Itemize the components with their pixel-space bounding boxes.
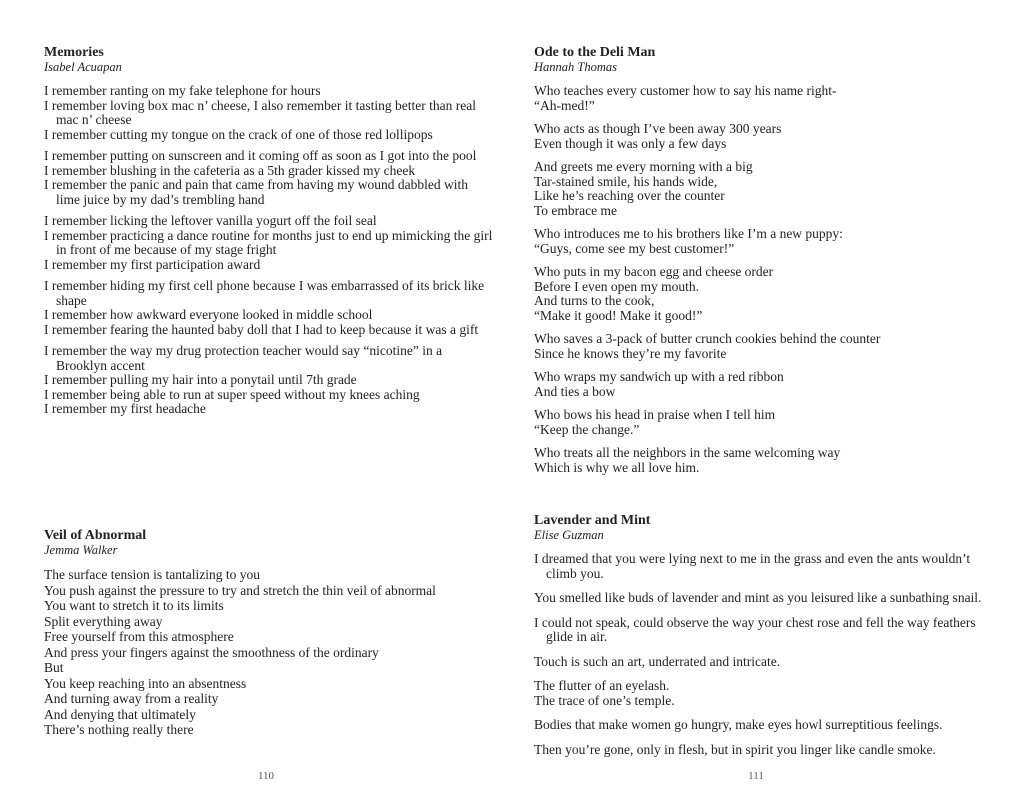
- stanza: [44, 279, 494, 337]
- poem-author: Isabel Acuapan: [44, 60, 122, 74]
- stanza: [534, 370, 984, 399]
- poem-line: I remember licking the leftover vanilla yogurt off the foil seal: [44, 213, 377, 228]
- poem-line: Even though it was only a few days: [534, 135, 727, 151]
- page-number: 110: [257, 770, 275, 782]
- stanza: [534, 743, 989, 758]
- poem-line: You push against the pressure to try and stretch the thin veil of abnormal: [44, 582, 436, 598]
- poem-line: Tar-stained smile, his hands wide,: [534, 173, 718, 189]
- poem-line: I remember my first headache: [44, 401, 206, 416]
- poem-line: Before I even open my mouth.: [534, 278, 699, 294]
- stanza: [534, 160, 984, 218]
- poem-body: [44, 84, 494, 417]
- poem-author: Jemma Walker: [44, 543, 118, 557]
- stanza: [44, 84, 494, 142]
- stanza: [534, 718, 989, 733]
- poem-line: The flutter of an eyelash.: [534, 678, 670, 693]
- page-number: 111: [748, 770, 764, 782]
- poem-line: I remember blushing in the cafeteria as a 5th grader kissed my cheek: [44, 162, 416, 178]
- poem-line: Free yourself from this atmosphere: [44, 629, 234, 644]
- poem-line: Who teaches every customer how to say his name right-: [534, 83, 837, 98]
- stanza: [534, 679, 989, 708]
- poem-line: I remember cutting my tongue on the crack of one of those red lollipops: [44, 126, 433, 142]
- stanza: [534, 591, 989, 606]
- poem-line: Which is why we all love him.: [534, 459, 700, 475]
- poem-line: Who saves a 3-pack of butter crunch cookies behind the counter: [534, 331, 881, 346]
- stanza: [44, 567, 494, 738]
- poem-line: The trace of one’s temple.: [534, 692, 675, 708]
- poem-line: Split everything away: [44, 613, 163, 629]
- poem-line: I remember fearing the haunted baby doll that I had to keep because it was a gift: [44, 321, 479, 337]
- poem-line: And turning away from a reality: [44, 691, 219, 706]
- poem-line: I remember ranting on my fake telephone for hours: [44, 83, 321, 98]
- poem-line: You want to stretch it to its limits: [44, 598, 224, 613]
- poem-line: Who treats all the neighbors in the same welcoming way: [534, 445, 841, 460]
- poem-line: I remember practicing a dance routine for months just to end up mimicking the girl in front of me because of my stage fright: [44, 227, 493, 257]
- poem-title: Veil of Abnormal: [44, 528, 147, 543]
- poem-line: Who acts as though I’ve been away 300 years: [534, 121, 782, 136]
- stanza: [534, 655, 989, 670]
- poem-line: Touch is such an art, underrated and intricate.: [534, 653, 781, 669]
- stanza: [534, 227, 984, 256]
- poem-line: I remember hiding my first cell phone because I was embarrassed of its brick like shape: [44, 278, 485, 308]
- poem-line: The surface tension is tantalizing to you: [44, 567, 260, 582]
- poem-line: And turns to the cook,: [534, 293, 655, 308]
- poem-line: Who bows his head in praise when I tell him: [534, 407, 776, 422]
- poem-line: “Make it good! Make it good!”: [534, 307, 703, 323]
- poem-line: I remember loving box mac n’ cheese, I also remember it tasting better than real mac n’ cheese: [44, 97, 476, 127]
- poem-line: And denying that ultimately: [44, 706, 196, 722]
- poem-line: I remember putting on sunscreen and it coming off as soon as I got into the pool: [44, 148, 477, 163]
- poem-line: Who wraps my sandwich up with a red ribbon: [534, 369, 784, 384]
- poem-memories: [44, 45, 494, 424]
- poem-title: Memories: [44, 45, 104, 60]
- poem-line: Since he knows they’re my favorite: [534, 345, 727, 361]
- poem-line: “Guys, come see my best customer!”: [534, 240, 735, 256]
- poem-ode-to-the-deli-man: [534, 45, 984, 484]
- stanza: [534, 332, 984, 361]
- stanza: [44, 149, 494, 207]
- poem-line: I remember the way my drug protection teacher would say “nicotine” in a Brooklyn accent: [44, 343, 443, 373]
- poem-line: There’s nothing really there: [44, 722, 194, 737]
- poem-line: And press your fingers against the smoothness of the ordinary: [44, 644, 379, 660]
- poem-line: And greets me every morning with a big: [534, 159, 753, 174]
- poem-body: [534, 552, 989, 757]
- stanza: [534, 122, 984, 151]
- right-page: [512, 0, 1024, 801]
- poem-line: I could not speak, could observe the way your chest rose and fell the way feathers glide in air.: [534, 614, 976, 644]
- poem-line: Then you’re gone, only in flesh, but in spirit you linger like candle smoke.: [534, 741, 936, 757]
- poem-line: Who puts in my bacon egg and cheese order: [534, 264, 774, 279]
- poem-lavender-and-mint: [534, 513, 989, 767]
- poem-line: I remember being able to run at super speed without my knees aching: [44, 386, 420, 402]
- poem-title: Lavender and Mint: [534, 513, 651, 528]
- poem-line: To embrace me: [534, 202, 618, 218]
- poem-line: “Ah-med!”: [534, 97, 595, 113]
- poem-line: Who introduces me to his brothers like I’m a new puppy:: [534, 226, 843, 241]
- stanza: [534, 408, 984, 437]
- poem-line: “Keep the change.”: [534, 421, 640, 437]
- poem-body: [44, 567, 494, 738]
- poem-line: I remember pulling my hair into a ponytail until 7th grade: [44, 372, 357, 387]
- stanza: [534, 616, 989, 645]
- poem-line: I dreamed that you were lying next to me in the grass and even the ants wouldn’t climb you.: [534, 551, 971, 581]
- stanza: [534, 84, 984, 113]
- poem-title: Ode to the Deli Man: [534, 45, 656, 60]
- poem-line: I remember how awkward everyone looked in middle school: [44, 307, 373, 322]
- stanza: [44, 214, 494, 272]
- poem-line: And ties a bow: [534, 383, 616, 399]
- poem-line: But: [44, 660, 64, 675]
- stanza: [534, 552, 989, 581]
- stanza: [44, 344, 494, 417]
- poem-line: Bodies that make women go hungry, make eyes howl surreptitious feelings.: [534, 717, 943, 732]
- poem-line: Like he’s reaching over the counter: [534, 188, 725, 203]
- poem-body: [534, 84, 984, 475]
- poem-line: I remember the panic and pain that came from having my wound dabbled with lime juice by my dad’s trembling hand: [44, 177, 468, 207]
- stanza: [534, 265, 984, 323]
- poem-line: You smelled like buds of lavender and mint as you leisured like a sunbathing snail.: [534, 590, 982, 605]
- poem-veil-of-abnormal: [44, 528, 494, 745]
- poem-line: I remember my first participation award: [44, 256, 261, 272]
- poem-line: You keep reaching into an absentness: [44, 675, 247, 691]
- poem-author: Hannah Thomas: [534, 60, 617, 74]
- stanza: [534, 446, 984, 475]
- poem-author: Elise Guzman: [534, 528, 604, 542]
